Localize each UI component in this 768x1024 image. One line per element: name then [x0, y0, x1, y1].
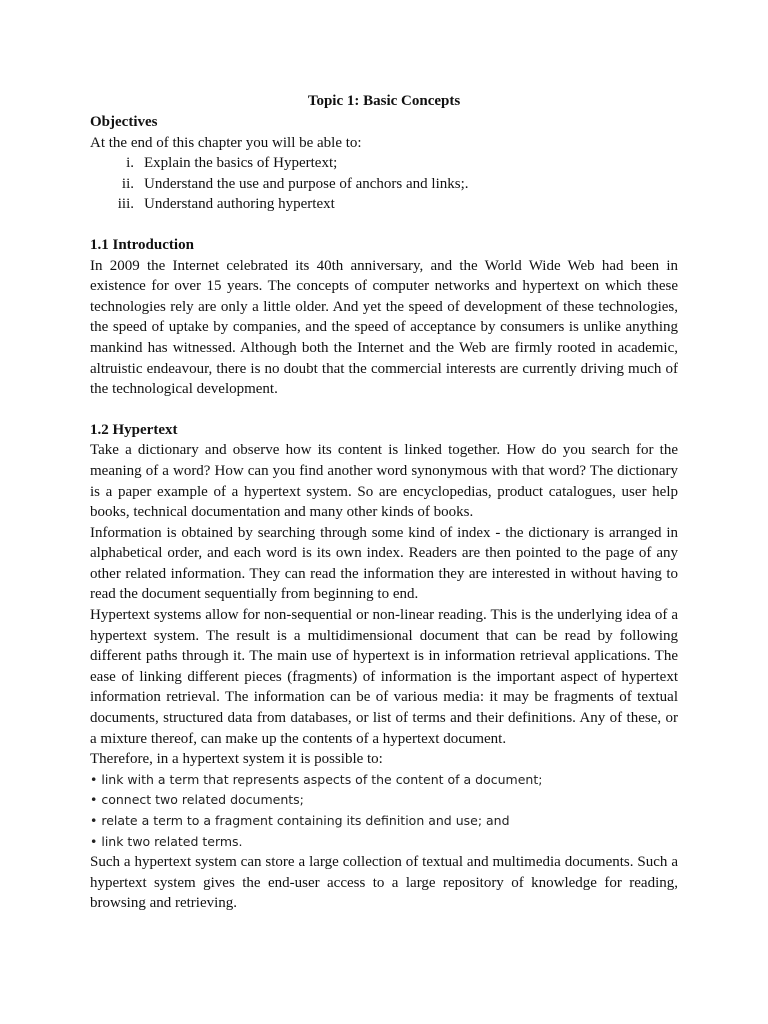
hypertext-heading: 1.2 Hypertext	[90, 421, 178, 438]
objectives-heading: Objectives	[90, 114, 158, 130]
page-title: Topic 1: Basic Concepts	[307, 93, 461, 109]
objective-number: i.	[126, 155, 134, 172]
hypertext-paragraph: Information is obtained by searching through some kind of index - the dictionary is arranged in alphabetical order, and each word is its own index. Readers are then pointed to the page of any other related information. They can read the information they are interested in without having to read the document sequentially from beginning to end.	[90, 524, 678, 603]
objective-item	[90, 153, 678, 174]
spacer	[90, 400, 678, 420]
bullet-item: • relate a term to a fragment containing its definition and use; and	[90, 813, 510, 828]
objective-number: ii.	[121, 175, 134, 192]
objective-text: Explain the basics of Hypertext;	[144, 155, 338, 172]
introduction-paragraph: In 2009 the Internet celebrated its 40th anniversary, and the World Wide Web had been in existence for over 15 years. The concepts of computer networks and hypertext on which these technologies rely are only a little older. And yet the speed of development of these technologies, the speed of uptake by companies, and the speed of acceptance by consumers is unlike anything mankind has witnessed. Although both the Internet and the Web are firmly rooted in academic, altruistic endeavour, there is no doubt that the commercial interests are currently driving much of the technological development.	[90, 257, 678, 398]
objective-number: iii.	[117, 196, 134, 213]
bullet-item: • link with a term that represents aspects of the content of a document;	[90, 771, 543, 787]
objective-text: Understand authoring hypertext	[144, 196, 335, 213]
hypertext-paragraph: Therefore, in a hypertext system it is possible to:	[90, 751, 383, 768]
document-page	[90, 90, 678, 914]
hypertext-capabilities-list	[90, 770, 678, 852]
objectives-intro: At the end of this chapter you will be able to:	[90, 134, 362, 151]
objective-item	[90, 194, 678, 215]
hypertext-paragraph: Hypertext systems allow for non-sequential or non-linear reading. This is the underlying idea of a hypertext system. The result is a multidimensional document that can be read by following different paths through it. The main use of hypertext is in information retrieval applications. The ease of linking different pieces (fragments) of information is the important aspect of hypertext information retrieval. The information can be of various media: it may be fragments of textual documents, structured data from databases, or list of terms and their definitions. Any of these, or a mixture thereof, can make up the contents of a hypertext document.	[90, 607, 678, 747]
bullet-item: • link two related terms.	[90, 833, 243, 849]
objective-item	[90, 174, 678, 195]
closing-paragraph: Such a hypertext system can store a large collection of textual and multimedia documents. Such a hypertext system gives the end-user access to a large repository of knowledge for reading, browsing and retrieving.	[90, 854, 678, 912]
hypertext-paragraph: Take a dictionary and observe how its content is linked together. How do you search for the meaning of a word? How can you find another word synonymous with that word? The dictionary is a paper example of a hypertext system. So are encyclopedias, product catalogues, user help books, technical documentation and many other kinds of books.	[90, 442, 678, 521]
spacer	[90, 215, 678, 235]
introduction-heading: 1.1 Introduction	[90, 236, 194, 253]
bullet-item: • connect two related documents;	[90, 792, 304, 808]
objective-text: Understand the use and purpose of anchors and links;.	[144, 175, 469, 192]
objectives-list	[90, 153, 678, 215]
